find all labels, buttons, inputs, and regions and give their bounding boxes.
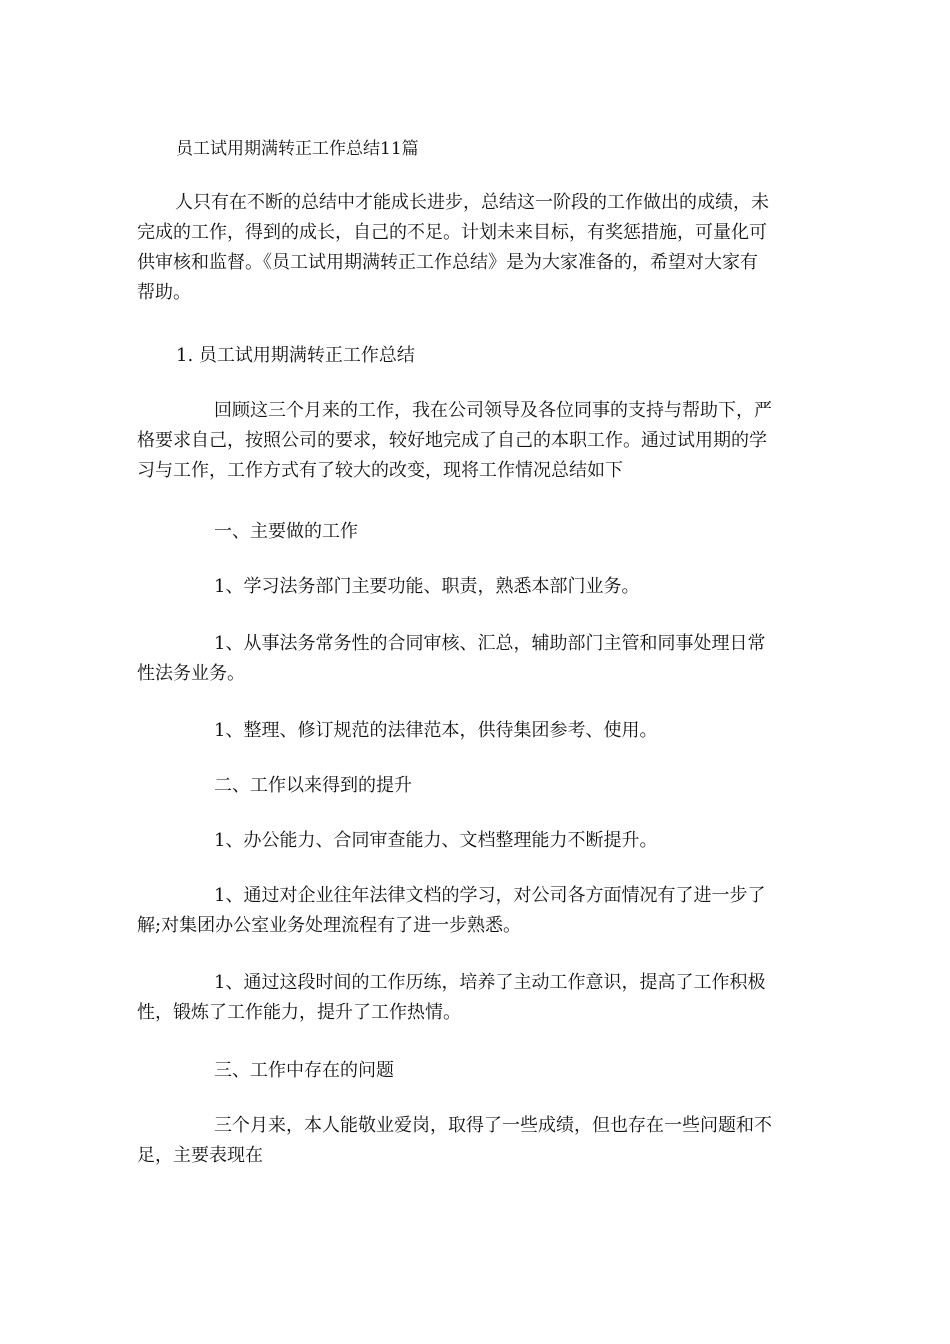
item-line: 性法务业务。 (137, 663, 245, 684)
part-1-item: 1、学习法务部门主要功能、职责，熟悉本部门业务。 (214, 576, 640, 597)
part-1-item (137, 629, 765, 689)
part-3-paragraph (137, 1111, 772, 1171)
item-line: 1、从事法务常务性的合同审核、汇总，辅助部门主管和同事处理日常 (214, 633, 766, 654)
item-line: 性，锻炼了工作能力，提升了工作热情。 (137, 1002, 461, 1023)
intro-line: 人只有在不断的总结中才能成长进步，总结这一阶段的工作做出的成绩，未 (175, 192, 769, 213)
part-2-heading: 二、工作以来得到的提升 (214, 775, 412, 796)
part-2-item (137, 881, 765, 941)
document-title: 员工试用期满转正工作总结11篇 (176, 139, 419, 159)
paragraph-line: 足，主要表现在 (137, 1145, 263, 1166)
item-line: 解;对集团办公室业务处理流程有了进一步熟悉。 (137, 915, 522, 936)
item-line: 1、通过对企业往年法律文档的学习，对公司各方面情况有了进一步了 (214, 885, 766, 906)
part-2-item (137, 968, 765, 1028)
part-2-item: 1、办公能力、合同审查能力、文档整理能力不断提升。 (214, 830, 658, 851)
intro-line: 供审核和监督。《员工试用期满转正工作总结》是为大家准备的，希望对大家有 (137, 252, 758, 273)
part-3-heading: 三、工作中存在的问题 (214, 1060, 394, 1081)
review-line: 回顾这三个月来的工作，我在公司领导及各位同事的支持与帮助下，严 (214, 400, 772, 421)
item-line: 1、通过这段时间的工作历练，培养了主动工作意识，提高了工作积极 (214, 972, 766, 993)
section-1-heading: 1. 员工试用期满转正工作总结 (176, 345, 415, 366)
intro-paragraph (137, 188, 769, 308)
intro-line: 帮助。 (137, 282, 191, 303)
review-line: 格要求自己，按照公司的要求，较好地完成了自己的本职工作。通过试用期的学 (137, 430, 767, 451)
part-1-heading: 一、主要做的工作 (214, 521, 358, 542)
part-1-item: 1、整理、修订规范的法律范本，供待集团参考、使用。 (214, 720, 658, 741)
paragraph-line: 三个月来，本人能敬业爱岗，取得了一些成绩，但也存在一些问题和不 (214, 1115, 772, 1136)
intro-line: 完成的工作，得到的成长，自己的不足。计划未来目标，有奖惩措施，可量化可 (137, 222, 767, 243)
review-paragraph (137, 396, 772, 486)
review-line: 习与工作，工作方式有了较大的改变，现将工作情况总结如下 (137, 460, 623, 481)
